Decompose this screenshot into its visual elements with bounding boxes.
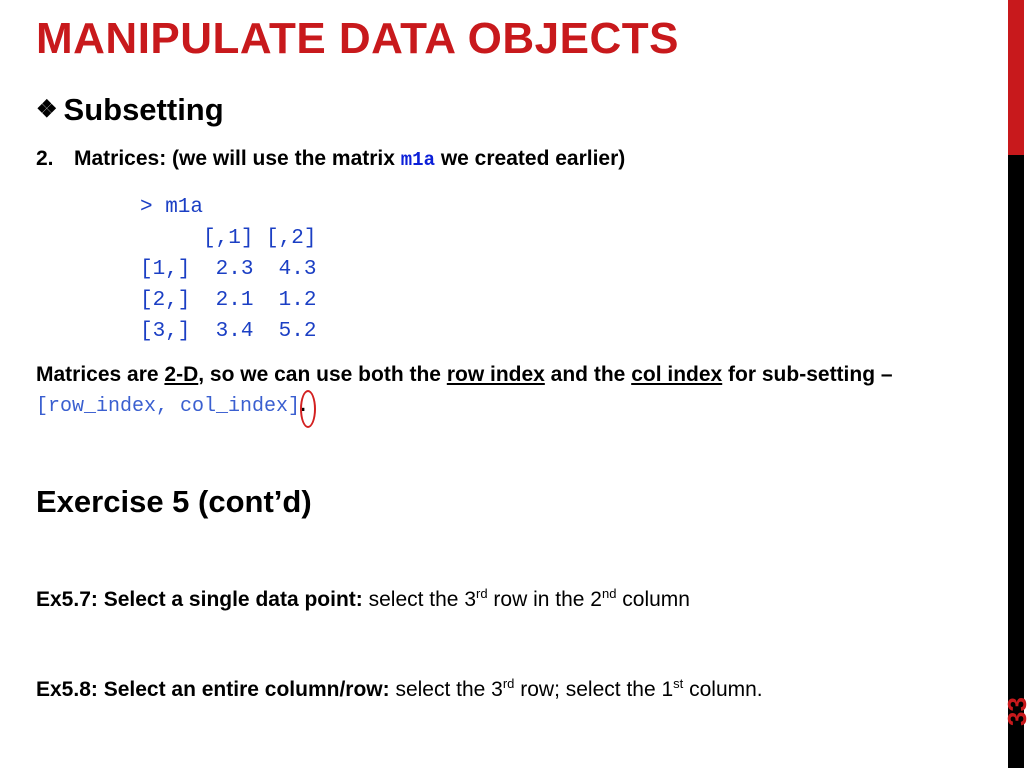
- code-line: [,1] [,2]: [140, 227, 317, 250]
- exercise-text: select the 3: [389, 678, 503, 701]
- code-line: [1,] 2.3 4.3: [140, 258, 317, 281]
- ordinal-suffix: st: [673, 676, 684, 691]
- para-text: and the: [544, 363, 632, 386]
- exercise-text: select the 3: [362, 588, 476, 611]
- ordinal-suffix: nd: [601, 586, 617, 601]
- code-block: [140, 192, 316, 347]
- exercise-text: row in the 2: [487, 588, 602, 611]
- exercise-5-7: [36, 588, 690, 612]
- item-text-after: we created earlier): [435, 147, 626, 170]
- exercise-text: row; select the 1: [514, 678, 674, 701]
- index-syntax-code: [row_index, col_index]: [36, 395, 301, 418]
- bullet-heading: [36, 92, 224, 128]
- numbered-item: [36, 147, 625, 171]
- bullet-text: Subsetting: [63, 92, 224, 127]
- code-line: [2,] 2.1 1.2: [140, 289, 317, 312]
- exercise-label: Ex5.8: Select an entire column/row:: [36, 678, 390, 701]
- para-text: .: [300, 393, 306, 416]
- slide-title: MANIPULATE DATA OBJECTS: [36, 14, 679, 63]
- underlined-term-col-index: col index: [631, 363, 723, 386]
- code-line: > m1a: [140, 196, 204, 219]
- item-code: m1a: [400, 149, 435, 171]
- item-number: 2.: [36, 147, 54, 170]
- exercise-text: column.: [683, 678, 763, 701]
- side-accent-bar: [1008, 0, 1024, 155]
- explanation-paragraph: [36, 360, 996, 422]
- page-number: 33: [1002, 697, 1032, 726]
- underlined-term-row-index: row index: [446, 363, 545, 386]
- ordinal-suffix: rd: [502, 676, 515, 691]
- para-text: Matrices are: [36, 363, 165, 386]
- item-text-before: Matrices: (we will use the matrix: [74, 147, 401, 170]
- side-dark-bar: [1008, 155, 1024, 768]
- para-text: , so we can use both the: [198, 363, 447, 386]
- exercise-5-8: [36, 678, 763, 702]
- underlined-term-2d: 2-D: [164, 363, 199, 386]
- exercise-text: column: [616, 588, 690, 611]
- comma-highlight-ellipse: [300, 390, 316, 428]
- code-line: [3,] 3.4 5.2: [140, 320, 317, 343]
- exercise-heading: Exercise 5 (cont’d): [36, 484, 312, 519]
- diamond-bullet-icon: ❖: [36, 96, 58, 123]
- exercise-label: Ex5.7: Select a single data point:: [36, 588, 363, 611]
- ordinal-suffix: rd: [476, 586, 488, 601]
- para-text: for sub-setting –: [722, 363, 893, 386]
